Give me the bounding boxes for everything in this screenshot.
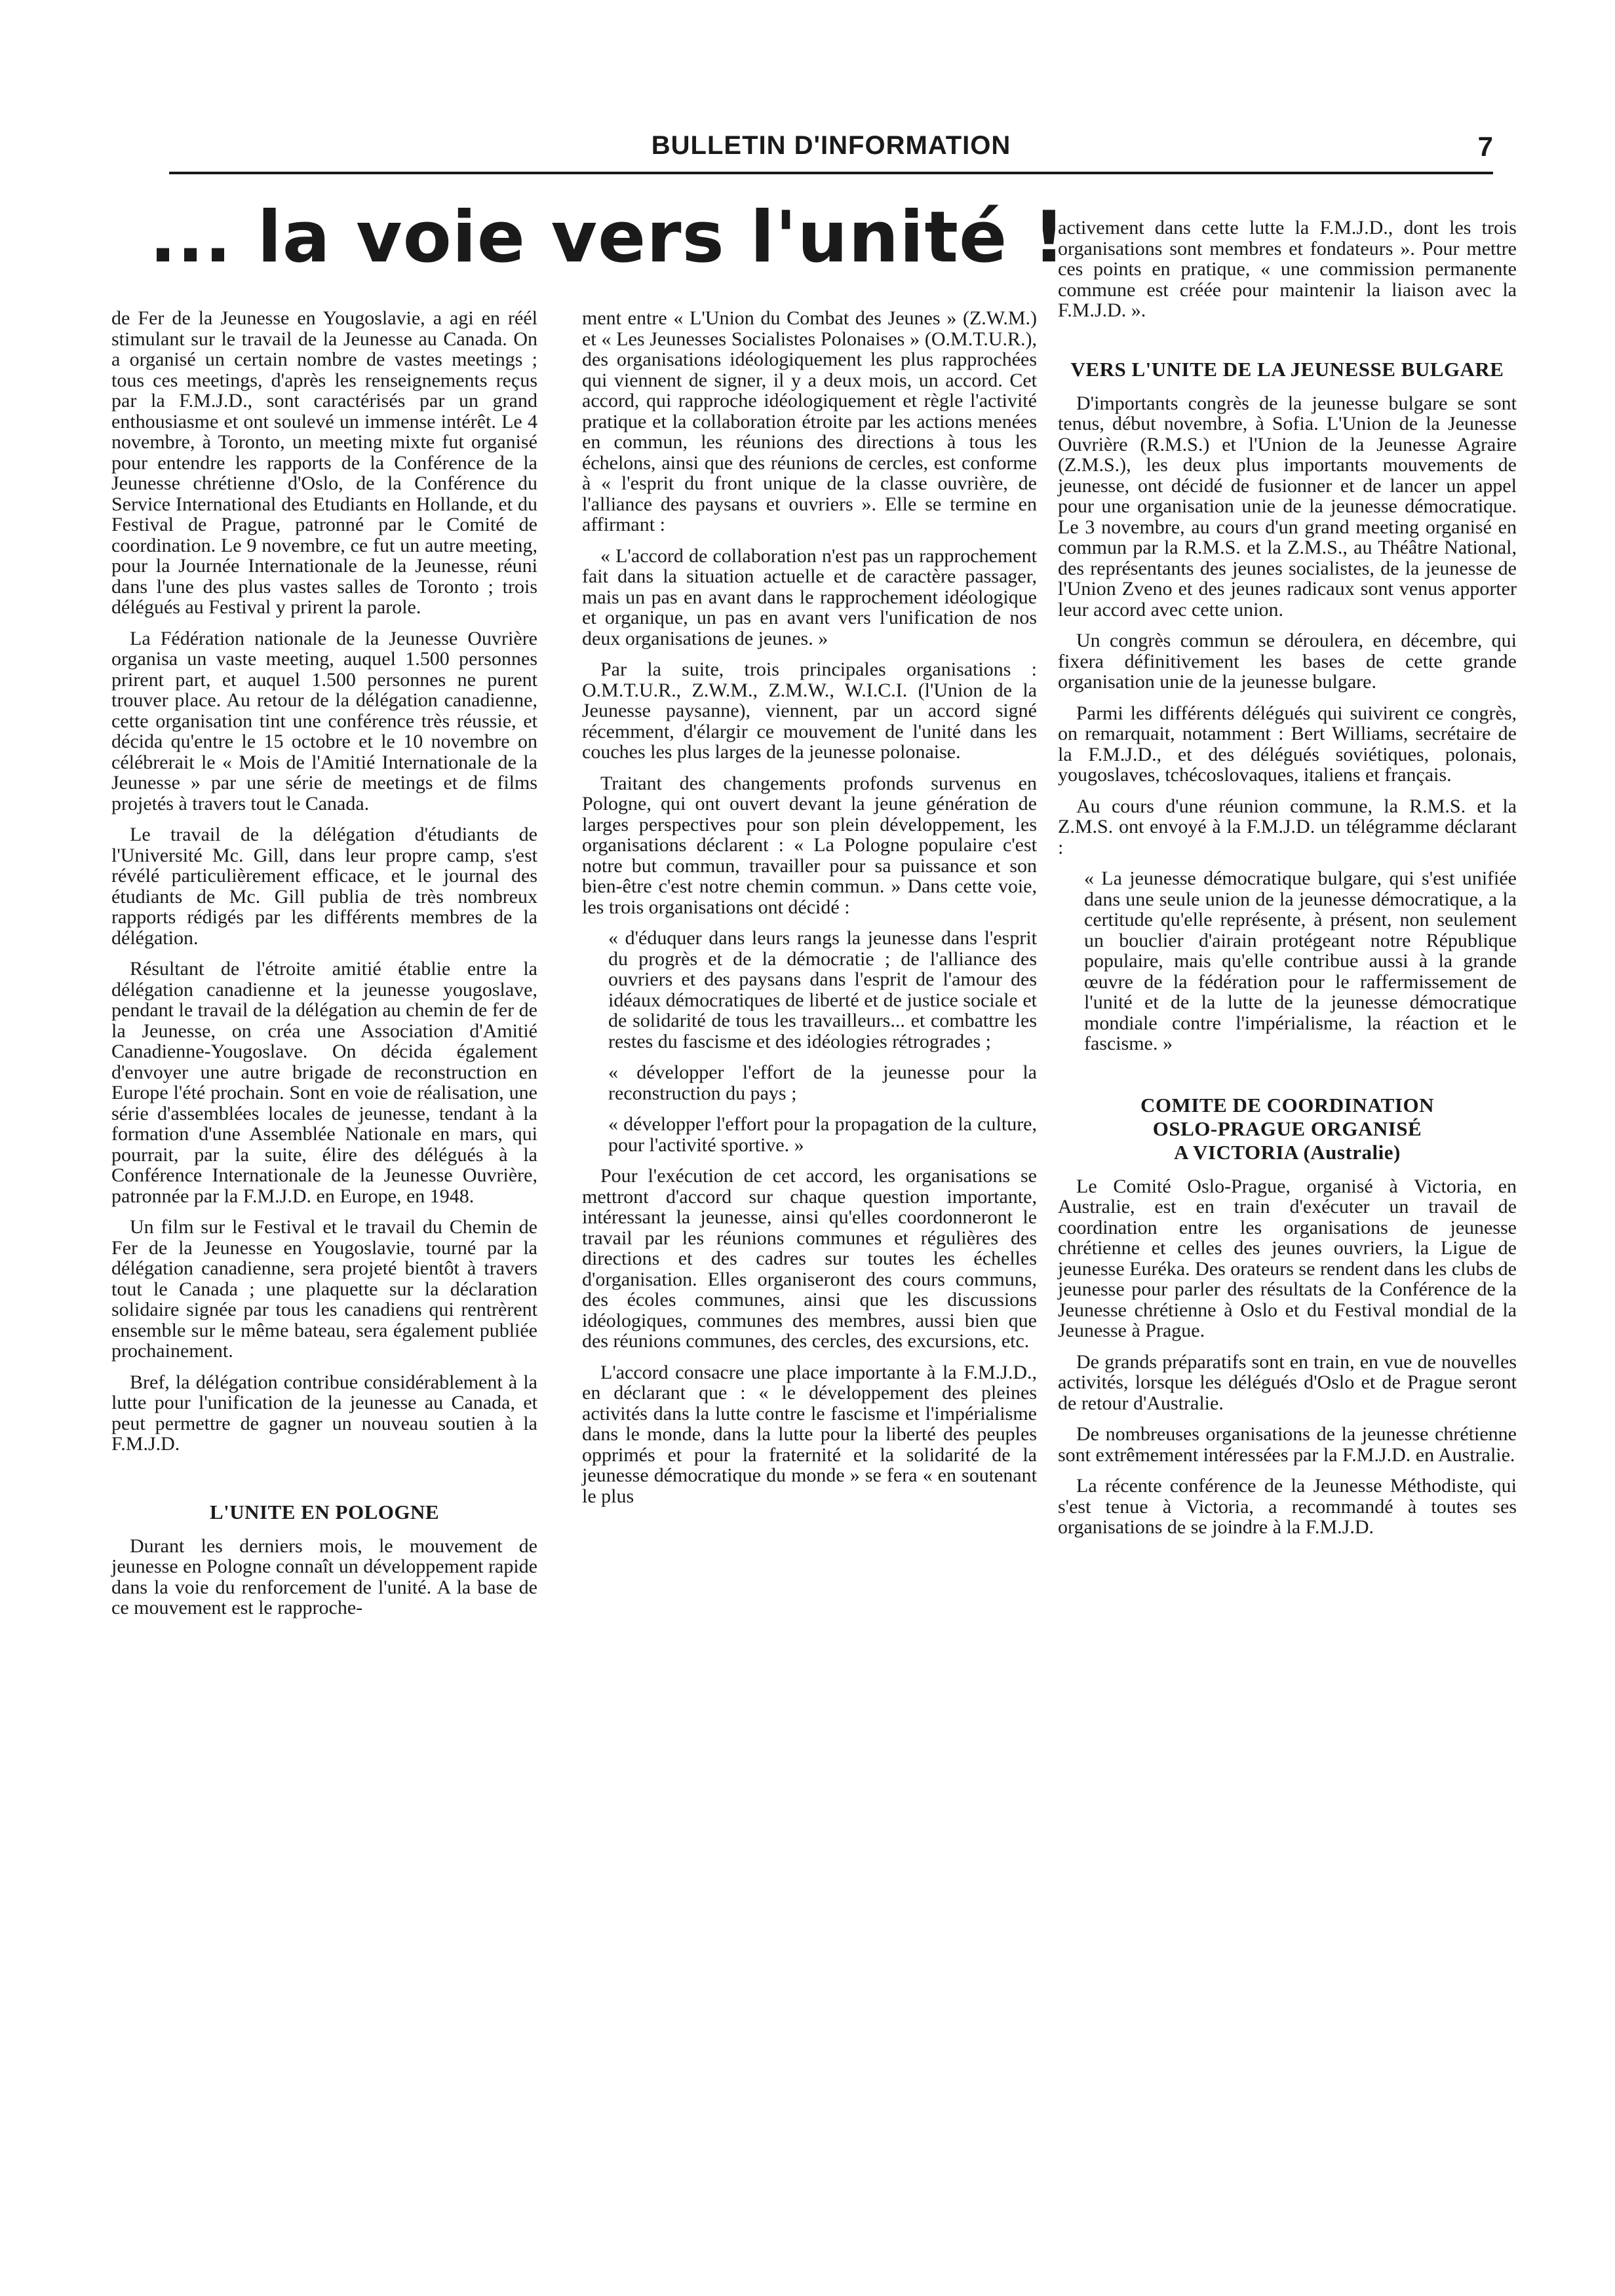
running-header — [169, 131, 1493, 170]
paragraph: Le travail de la délégation d'étudiants de l'Université Mc. Gill, dans leur propre camp, s'est révélé particulièrement efficace, et le journal des étudiants de Mc. Gill publia de très nombreux rapports rédigés par les différents membres de la délégation. — [111, 824, 537, 949]
column-3 — [1058, 218, 1517, 1548]
section-heading-australie-line3: A VICTORIA (Australie) — [1174, 1140, 1401, 1164]
section-heading-australie-line1: COMITE DE COORDINATION — [1140, 1093, 1434, 1117]
header-rule — [169, 172, 1493, 174]
paragraph: Parmi les différents délégués qui suivirent ce congrès, on remarquait, notamment : Bert Williams, secrétaire de la F.M.J.D., et des délégués soviétiques, polonais, yougoslaves, tchécoslovaques, italiens et français. — [1058, 702, 1517, 786]
paragraph: De grands préparatifs sont en train, en vue de nouvelles activités, lorsque les délégués d'Oslo et de Prague seront de retour d'Australie. — [1058, 1350, 1517, 1414]
paragraph: La récente conférence de la Jeunesse Méthodiste, qui s'est tenue à Victoria, a recommandé à toutes ses organisations de se joindre à la F.M.J.D. — [1058, 1475, 1517, 1538]
paragraph: Le Comité Oslo-Prague, organisé à Victoria, en Australie, est en train d'exécuter un travail de coordination entre les organisations de jeunesse chrétienne et celles des jeunes ouvriers, la Ligue de jeunesse Euréka. Des orateurs se rendent dans les clubs de jeunesse pour parler des résultats de la Conférence de la Jeunesse chrétienne à Oslo et du Festival mondial de la Jeunesse à Prague. — [1058, 1175, 1517, 1341]
paragraph: Par la suite, trois principales organisations : O.M.T.U.R., Z.W.M., Z.M.W., W.I.C.I. (l'Union de la Jeunesse paysanne), viennent, par un accord signé récemment, d'élargir ce mouvement de l'unité dans les couches les plus larges de la jeunesse polonaise. — [582, 659, 1037, 763]
quote-item: « d'éduquer dans leurs rangs la jeunesse dans l'esprit du progrès et de la démocratie ; de l'alliance des ouvriers et des paysans dans l'esprit de l'amour des idéaux démocratiques de liberté et de justice sociale et de solidarité de tous les travailleurs... et combattre les restes du fascisme et des idéologies rétrogrades ; — [608, 927, 1037, 1052]
quote-item: « La jeunesse démocratique bulgare, qui s'est unifiée dans une seule union de la jeunesse démocratique, a la certitude qu'elle représente, à présent, non seulement un bouclier d'airain protégeant notre République populaire, mais qu'elle contribue aussi à la grande œuvre de la fédération pour le raffermissement de l'unité et de la lutte de la jeunesse démocratique mondiale contre l'impérialisme, la réaction et le fascisme. » — [1084, 868, 1517, 1054]
paragraph: Bref, la délégation contribue considérablement à la lutte pour l'unification de la jeunesse au Canada, et peut permettre de gagner un nouveau soutien à la F.M.J.D. — [111, 1371, 537, 1455]
paragraph: ment entre « L'Union du Combat des Jeunes » (Z.W.M.) et « Les Jeunesses Socialistes Polonaises » (O.M.T.U.R.), des organisations idéologiquement les plus rapprochées qui viennent de signer, il y a deux mois, un accord. Cet accord, qui rapproche idéologiquement et règle l'activité pratique et la collaboration étroite par les actions menées en commun, les réunions des directions à tous les échelons, ainsi que des réunions de cercles, est conforme à « l'esprit du front unique de la classe ouvrière, de l'alliance des paysans et ouvriers ». Elle se termine en affirmant : — [582, 307, 1037, 535]
bulletin-title: BULLETIN D'INFORMATION — [651, 131, 1011, 160]
page-number: 7 — [1477, 131, 1493, 162]
paragraph: de Fer de la Jeunesse en Yougoslavie, a agi en réél stimulant sur le travail de la Jeunesse au Canada. On a organisé un certain nombre de vastes meetings ; tous ces meetings, d'après les renseignements reçus par la F.M.J.D., sont caractérisés par un grand enthousiasme et ont soulevé un immense intérêt. Le 4 novembre, à Toronto, un meeting mixte fut organisé pour entendre les rapports de la Conférence de la Jeunesse chrétienne d'Oslo, de la Conférence du Service International des Etudiants en Hollande, et du Festival de Prague, patronné par le Comité de coordination. Le 9 novembre, ce fut un autre meeting, pour la Journée Internationale de la Jeunesse, réuni dans l'une des plus vastes salles de Toronto ; trois délégués au Festival y prirent la parole. — [111, 307, 537, 618]
quote-item: « développer l'effort de la jeunesse pour la reconstruction du pays ; — [608, 1062, 1037, 1104]
column-1 — [111, 308, 537, 1629]
paragraph: Un congrès commun se déroulera, en décembre, qui fixera définitivement les bases de cette grande organisation unie de la jeunesse bulgare. — [1058, 630, 1517, 693]
paragraph: activement dans cette lutte la F.M.J.D., dont les trois organisations sont membres et fondateurs ». Pour mettre ces points en pratique, « une commission permanente commune est créée pour maintenir la liaison avec la F.M.J.D. ». — [1058, 217, 1517, 321]
paragraph: La Fédération nationale de la Jeunesse Ouvrière organisa un vaste meeting, auquel 1.500 personnes prirent part, et auquel 1.500 personnes ne purent trouver place. Au retour de la délégation canadienne, cette organisation tint une conférence très réussie, et décida qu'entre le 15 octobre et le 10 novembre on célébrerait le « Mois de l'Amitié Internationale de la Jeunesse » par une série de meetings et de films projetés à travers tout le Canada. — [111, 627, 537, 814]
paragraph: Un film sur le Festival et le travail du Chemin de Fer de la Jeunesse en Yougoslavie, tourné par la délégation canadienne, sera projeté bientôt à travers tout le Canada ; une plaquette sur la déclaration solidaire signée par tous les canadiens qui rentrèrent ensemble sur le même bateau, sera également publiée prochainement. — [111, 1216, 537, 1362]
section-heading-bulgarie: VERS L'UNITE DE LA JEUNESSE BULGARE — [1070, 357, 1504, 381]
paragraph: Au cours d'une réunion commune, la R.M.S. et la Z.M.S. ont envoyé à la F.M.J.D. un télégramme déclarant : — [1058, 795, 1517, 858]
section-heading-pologne: L'UNITE EN POLOGNE — [209, 1500, 440, 1523]
paragraph: D'importants congrès de la jeunesse bulgare se sont tenus, début novembre, à Sofia. L'Union de la Jeunesse Ouvrière (R.M.S.) et l'Union de la Jeunesse Agraire (Z.M.S.), les deux plus importants mouvements de jeunesse, ont décidé de fusionner et de lancer un appel pour une organisation unie de la jeunesse démocratique. Le 3 novembre, au cours d'un grand meeting organisé en commun par la R.M.S. et la Z.M.S., au Théâtre National, des représentants des jeunes socialistes, de la jeunesse de l'Union Zveno et des jeunes radicaux sont venus apporter leur accord avec cette union. — [1058, 392, 1517, 621]
paragraph: Durant les derniers mois, le mouvement de jeunesse en Pologne connaît un développement rapide dans la voie du renforcement de l'unité. A la base de ce mouvement est le rapproche- — [111, 1535, 537, 1618]
column-2 — [582, 308, 1037, 1517]
paragraph: Pour l'exécution de cet accord, les organisations se mettront d'accord sur chaque question importante, intéressant la jeunesse, ainsi qu'elles coordonneront le travail par les réunions communes et régulières des directions et des cadres sur toutes les échelles d'organisation. Elles organiseront des cours communs, des écoles communes, ainsi que les discussions idéologiques, communes des membres, aussi bien que des réunions communes, des cercles, des excursions, etc. — [582, 1165, 1037, 1352]
paragraph: De nombreuses organisations de la jeunesse chrétienne sont extrêmement intéressées par la F.M.J.D. en Australie. — [1058, 1423, 1517, 1466]
section-heading-australie-line2: OSLO-PRAGUE ORGANISÉ — [1152, 1117, 1422, 1140]
quote-item: « développer l'effort pour la propagation de la culture, pour l'activité sportive. » — [608, 1113, 1037, 1156]
paragraph: « L'accord de collaboration n'est pas un rapprochement fait dans la situation actuelle et de caractère passager, mais un pas en avant dans le rapprochement idéologique et organique, un pas en avant vers l'unification de nos deux organisations de jeunes. » — [582, 545, 1037, 649]
paragraph: Résultant de l'étroite amitié établie entre la délégation canadienne et la jeunesse yougoslave, pendant le travail de la délégation au chemin de fer de la Jeunesse, on créa une Association d'Amitié Canadienne-Yougoslave. On décida également d'envoyer une autre brigade de reconstruction en Europe l'été prochain. Sont en voie de réalisation, une série d'assemblées locales de jeunesse, tendant à la formation d'une Assemblée Nationale en mars, qui pourrait, par la suite, élire des délégués à la Conférence Internationale de la Jeunesse Ouvrière, patronnée par la F.M.J.D. en Europe, en 1948. — [111, 958, 537, 1207]
article-headline: ... la voie vers l'unité ! — [149, 197, 1066, 278]
paragraph: Traitant des changements profonds survenus en Pologne, qui ont ouvert devant la jeune génération de larges perspectives pour son plein développement, les organisations déclarent : « La Pologne populaire c'est notre but commun, travailler pour sa puissance et son bien-être c'est notre chemin commun. » Dans cette voie, les trois organisations ont décidé : — [582, 772, 1037, 918]
paragraph: L'accord consacre une place importante à la F.M.J.D., en déclarant que : « le développement des pleines activités dans la lutte contre le fascisme et l'impérialisme dans le monde, dans la lutte pour la liberté des peuples opprimés et pour la fraternité et la solidarité de la jeunesse démocratique du monde » se fera « en soutenant le plus — [582, 1361, 1037, 1507]
